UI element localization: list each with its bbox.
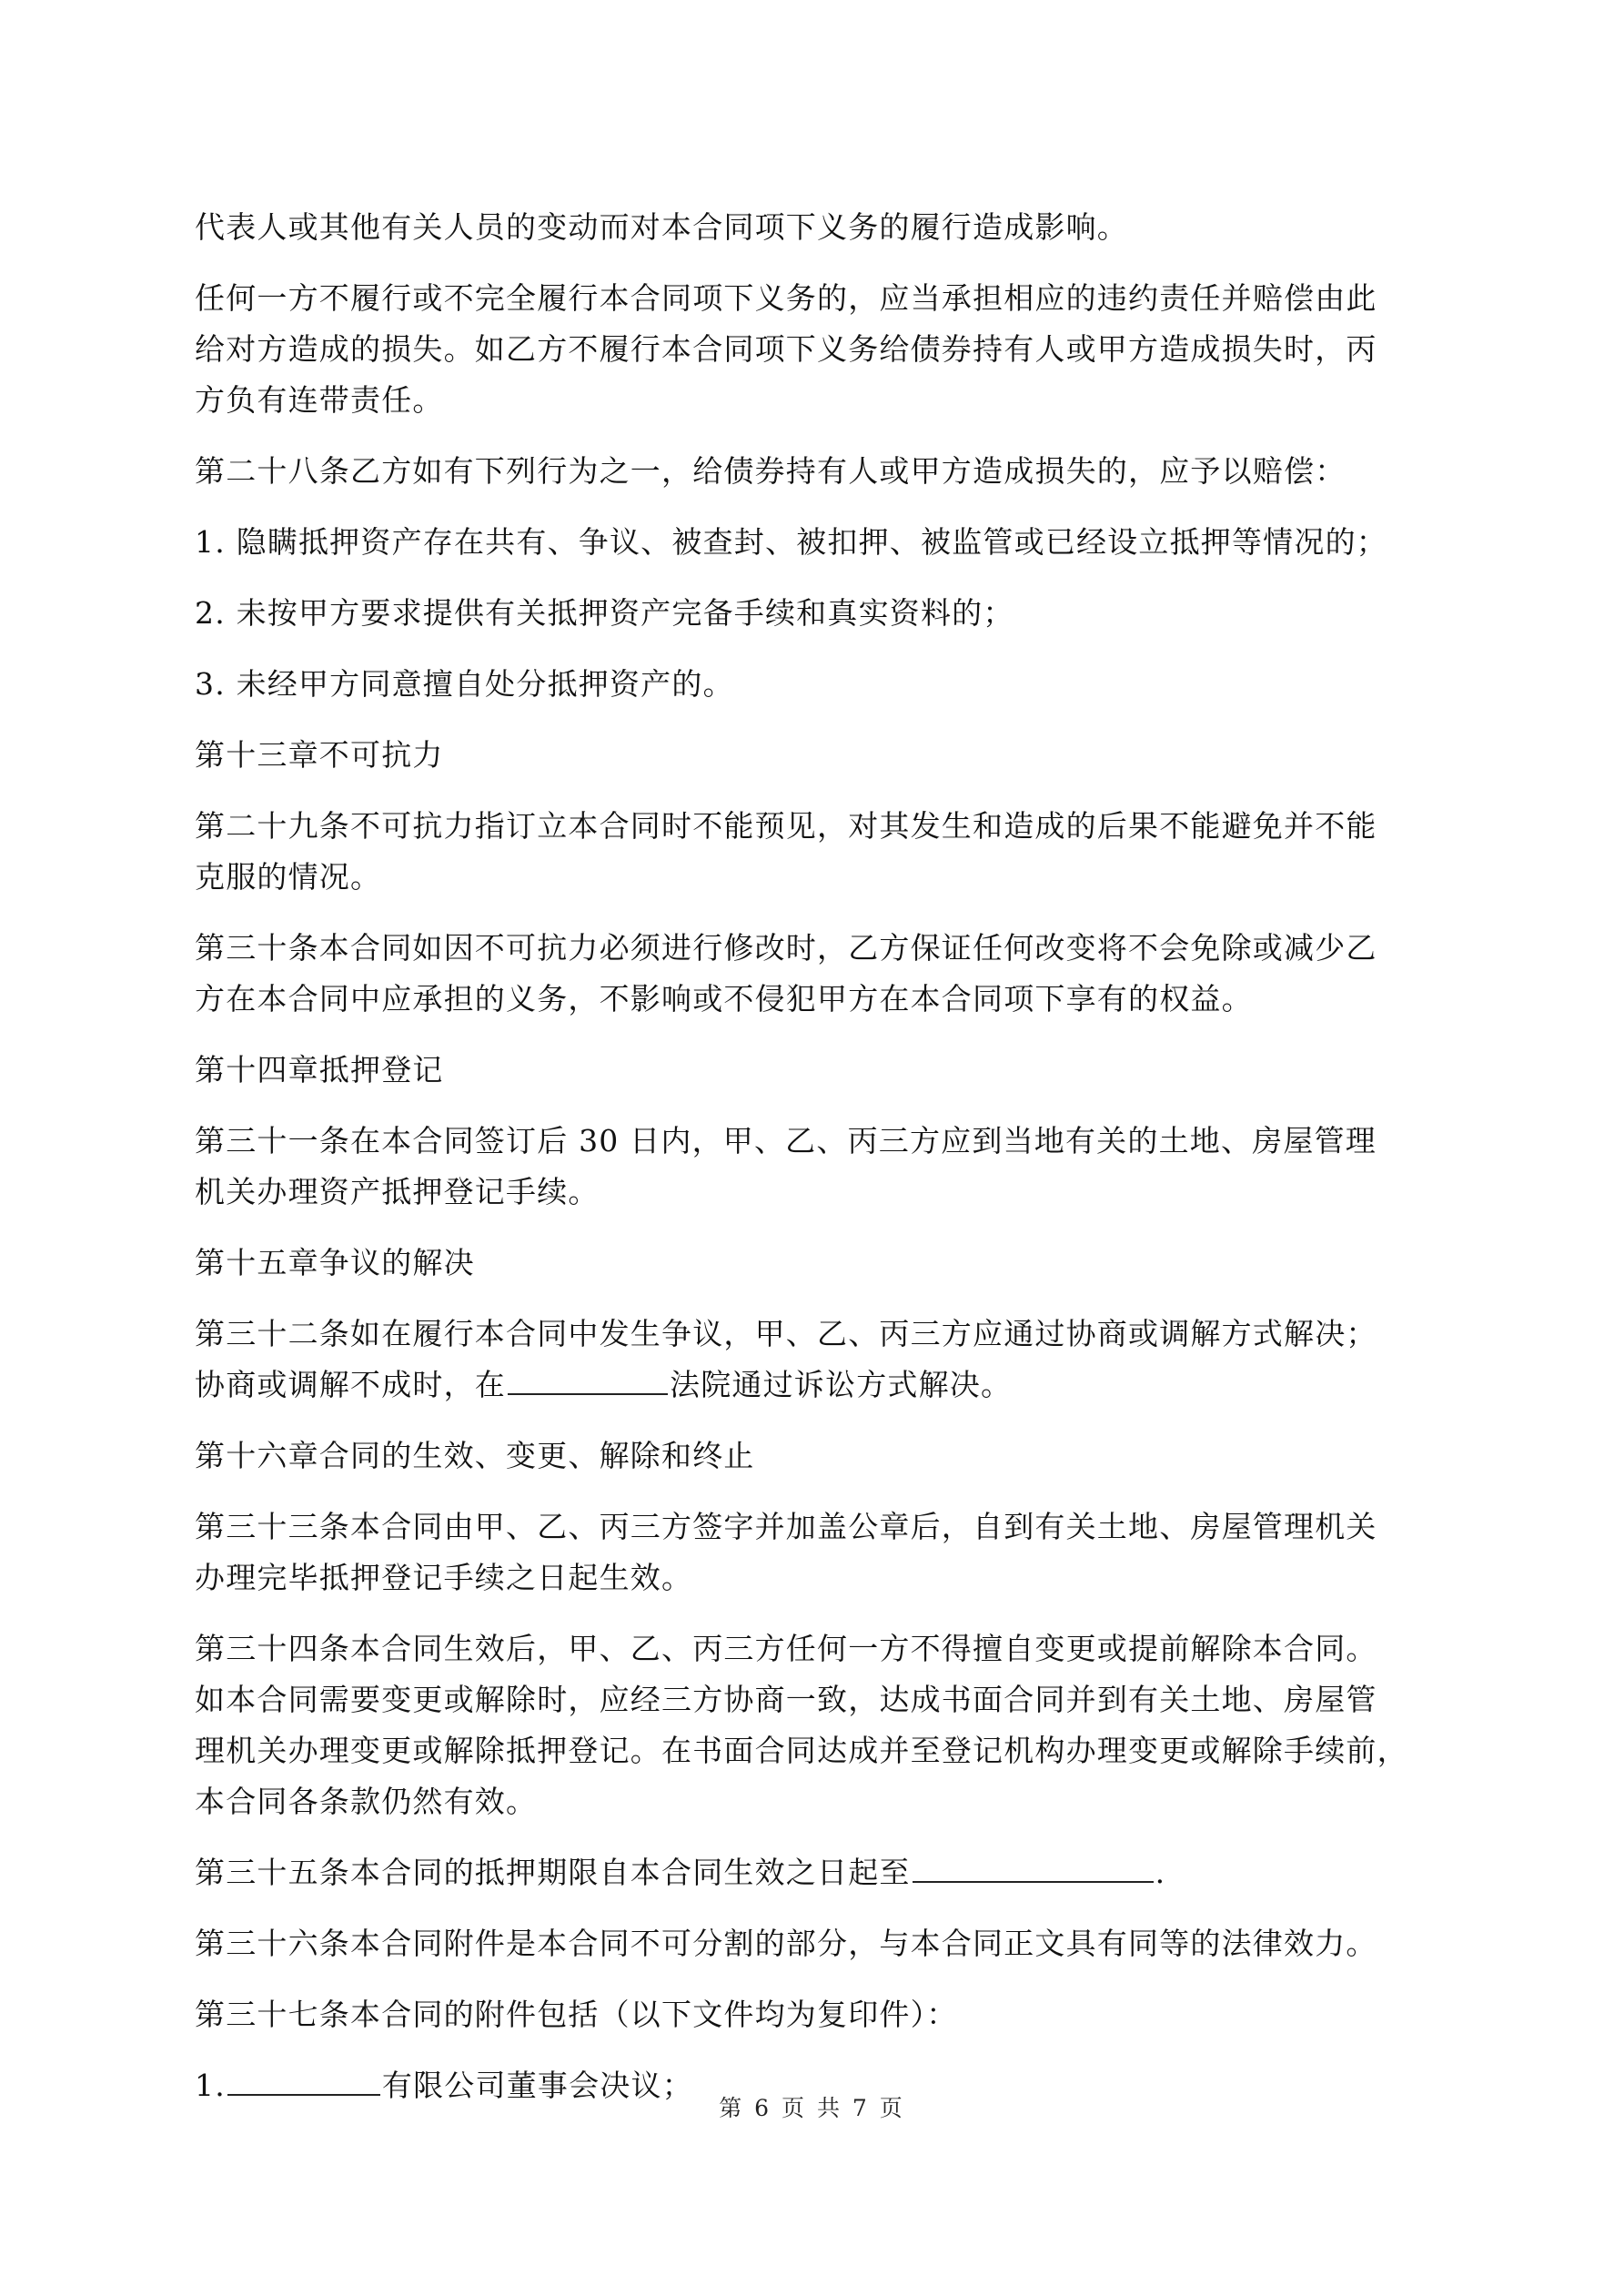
- paragraph-line: 给对方造成的损失。如乙方不履行本合同项下义务给债券持有人或甲方造成损失时，丙: [195, 331, 1377, 367]
- paragraph-line: 第三十七条本合同的附件包括（以下文件均为复印件）：: [195, 1997, 958, 2032]
- chapter-16-heading: 第十六章合同的生效、变更、解除和终止: [195, 1438, 755, 1473]
- text-segment: 法院通过诉讼方式解决。: [670, 1367, 1013, 1402]
- list-item: 2. 未按甲方要求提供有关抵押资产完备手续和真实资料的；: [195, 595, 1014, 631]
- paragraph-line: 如本合同需要变更或解除时，应经三方协商一致，达成书面合同并到有关土地、房屋管: [195, 1682, 1377, 1717]
- paragraph-line: 代表人或其他有关人员的变动而对本合同项下义务的履行造成影响。: [195, 209, 1128, 245]
- text-segment: 有限公司董事会决议；: [381, 2068, 693, 2103]
- list-item: 3. 未经甲方同意擅自处分抵押资产的。: [195, 666, 734, 702]
- chapter-13-heading: 第十三章不可抗力: [195, 737, 444, 773]
- paragraph-line: 克服的情况。: [195, 859, 382, 895]
- mortgage-period-blank[interactable]: [913, 1850, 1154, 1883]
- chapter-14-heading: 第十四章抵押登记: [195, 1052, 444, 1087]
- paragraph-line: 方负有连带责任。: [195, 382, 444, 418]
- paragraph-line: [195, 1847, 1459, 1898]
- article-28-heading: 第二十八条乙方如有下列行为之一，给债券持有人或甲方造成损失的，应予以赔偿：: [195, 453, 1347, 489]
- paragraph-line: 第三十四条本合同生效后，甲、乙、丙三方任何一方不得擅自变更或提前解除本合同。: [195, 1631, 1377, 1666]
- paragraph-line: 办理完毕抵押登记手续之日起生效。: [195, 1560, 693, 1595]
- paragraph-line: 任何一方不履行或不完全履行本合同项下义务的，应当承担相应的违约责任并赔偿由此: [195, 280, 1377, 316]
- paragraph-line: 第二十九条不可抗力指订立本合同时不能预见，对其发生和造成的后果不能避免并不能: [195, 808, 1377, 844]
- court-name-blank[interactable]: [508, 1362, 668, 1395]
- paragraph-line: 第三十条本合同如因不可抗力必须进行修改时，乙方保证任何改变将不会免除或减少乙: [195, 930, 1377, 966]
- paragraph-line: 第三十三条本合同由甲、乙、丙三方签字并加盖公章后，自到有关土地、房屋管理机关: [195, 1509, 1377, 1544]
- chapter-15-heading: 第十五章争议的解决: [195, 1245, 475, 1280]
- paragraph-line: 第三十二条如在履行本合同中发生争议，甲、乙、丙三方应通过协商或调解方式解决；: [195, 1316, 1377, 1351]
- paragraph-line: 理机关办理变更或解除抵押登记。在书面合同达成并至登记机构办理变更或解除手续前，: [195, 1733, 1408, 1768]
- paragraph-line: 机关办理资产抵押登记手续。: [195, 1174, 600, 1209]
- document-body: [195, 202, 1459, 2111]
- list-item: 1. 隐瞒抵押资产存在共有、争议、被查封、被扣押、被监管或已经设立抵押等情况的；: [195, 524, 1387, 560]
- paragraph-line: [195, 1360, 1459, 1411]
- paragraph-line: 第三十一条在本合同签订后 30 日内，甲、乙、丙三方应到当地有关的土地、房屋管理: [195, 1123, 1377, 1158]
- text-segment: 1.: [195, 2068, 226, 2103]
- text-segment: 第三十五条本合同的抵押期限自本合同生效之日起至: [195, 1855, 911, 1890]
- paragraph-line: 方在本合同中应承担的义务，不影响或不侵犯甲方在本合同项下享有的权益。: [195, 981, 1253, 1017]
- paragraph-line: 本合同各条款仍然有效。: [195, 1784, 538, 1819]
- paragraph-line: 第三十六条本合同附件是本合同不可分割的部分，与本合同正文具有同等的法律效力。: [195, 1926, 1377, 1961]
- text-segment: .: [1155, 1855, 1166, 1890]
- page-footer: 第 6 页 共 7 页: [719, 2095, 905, 2121]
- text-segment: 协商或调解不成时，在: [195, 1367, 506, 1402]
